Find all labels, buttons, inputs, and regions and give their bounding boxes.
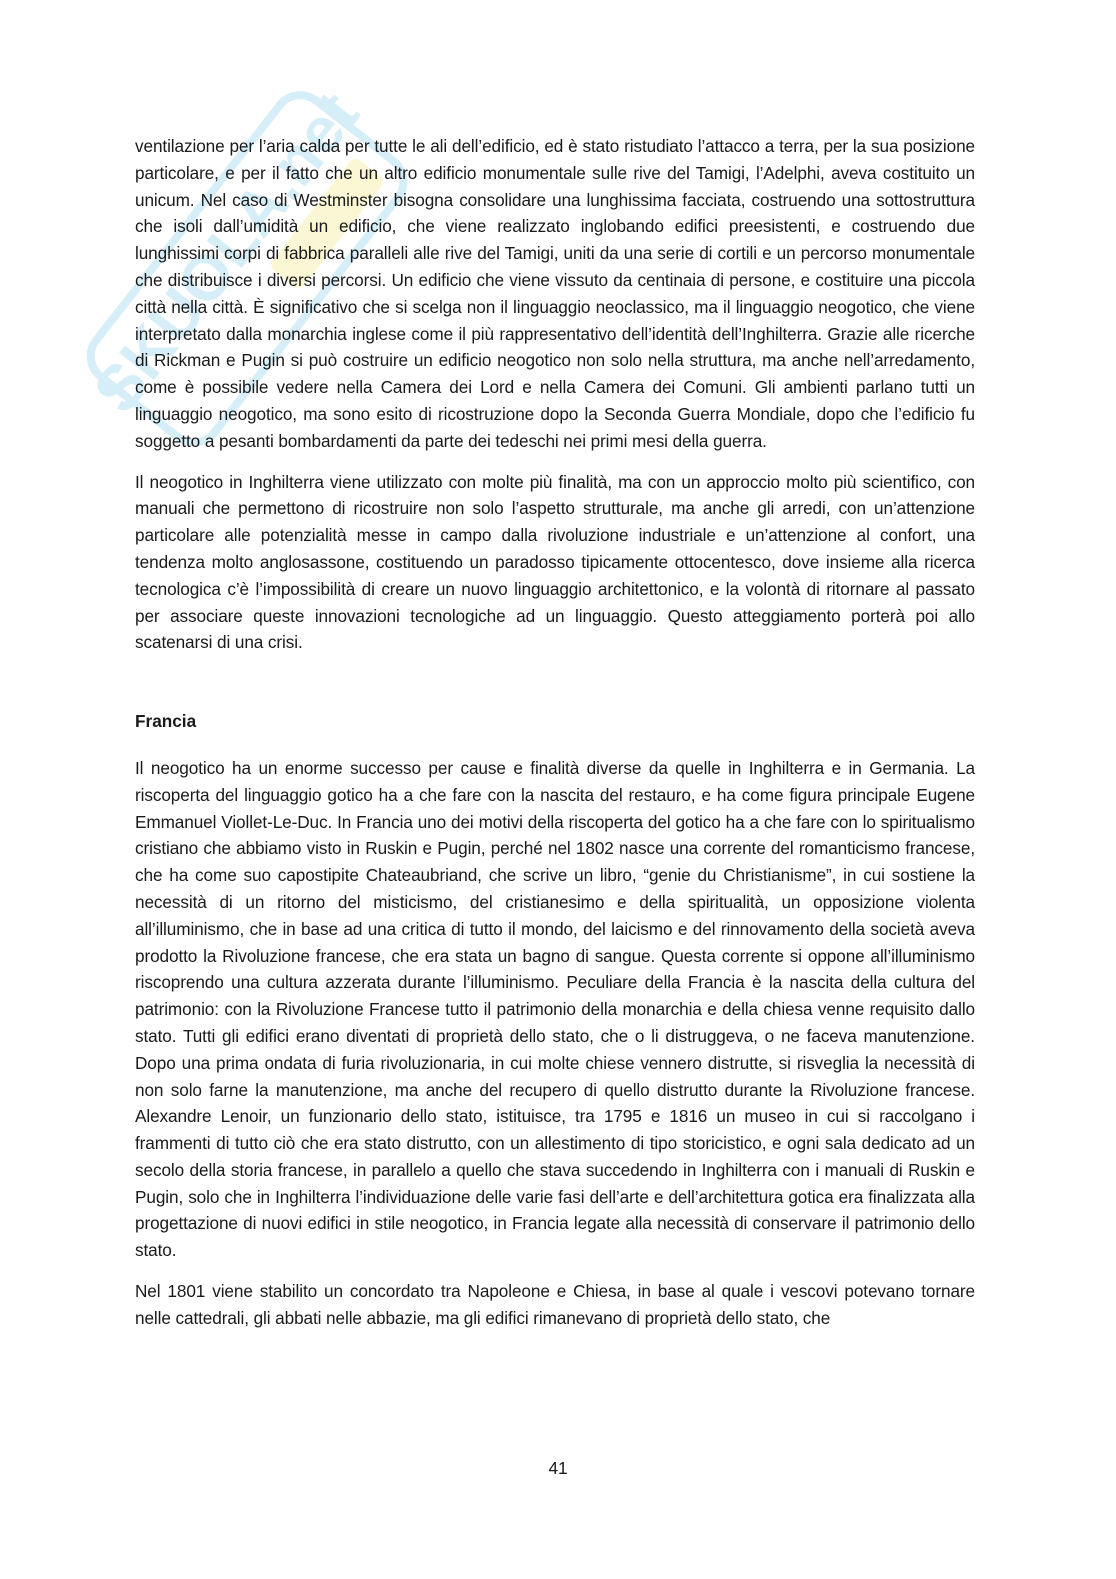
document-body [135, 133, 975, 1346]
body-paragraph: Nel 1801 viene stabilito un concordato tra Napoleone e Chiesa, in base al quale i vescovi potevano tornare nelle cattedrali, gli abbati nelle abbazie, ma gli edifici rimanevano di proprietà dello stato, che [135, 1281, 975, 1328]
body-paragraph: Il neogotico ha un enorme successo per cause e finalità diverse da quelle in Inghilterra e in Germania. La riscoperta del linguaggio gotico ha a che fare con la nascita del restauro, e ha come figura principale Eugene Emmanuel Viollet-Le-Duc. In Francia uno dei motivi della riscoperta del gotico ha a che fare con lo spiritualismo cristiano che abbiamo visto in Ruskin e Pugin, perché nel 1802 nasce una corrente del romanticismo francese, che ha come suo capostipite Chateaubriand, che scrive un libro, “genie du Christianisme”, in cui sostiene la necessità di un ritorno del misticismo, del cristianesimo e della spiritualità, un opposizione violenta all’illuminismo, che in base ad una critica di tutto il mondo, del laicismo e del rinnovamento della società aveva prodotto la Rivoluzione francese, che era stata un bagno di sangue. Questa corrente si oppone all’illuminismo riscoprendo una cultura azzerata durante l’illuminismo. Peculiare della Francia è la nascita della cultura del patrimonio: con la Rivoluzione Francese tutto il patrimonio della monarchia e della chiesa venne requisito dallo stato. Tutti gli edifici erano diventati di proprietà dello stato, che o li distruggeva, o ne faceva manutenzione. Dopo una prima ondata di furia rivoluzionaria, in cui molte chiese vennero distrutte, si risveglia la necessità di non solo farne la manutenzione, ma anche del recupero di quello distrutto durante la Rivoluzione francese. Alexandre Lenoir, un funzionario dello stato, istituisce, tra 1795 e 1816 un museo in cui si raccolgano i frammenti di tutto ciò che era stato distrutto, con un allestimento di tipo storicistico, e ogni sala dedicato ad un secolo della storia francese, in parallelo a quello che stava succedendo in Inghilterra con i manuali di Ruskin e Pugin, solo che in Inghilterra l’individuazione delle varie fasi dell’arte e dell’architettura gotica era finalizzata alla progettazione di nuovi edifici in stile neogotico, in Francia legate alla necessità di conservare il patrimonio dello stato. [135, 757, 975, 1261]
watermark-text: SKUOLA.net [79, 78, 373, 426]
body-paragraph: ventilazione per l’aria calda per tutte le ali dell’edificio, ed è stato ristudiato l’attacco a terra, per la sua posizione particolare, e per il fatto che un altro edificio monumentale sulle rive del Tamigi, l’Adelphi, aveva costituito un unicum. Nel caso di Westminster bisogna consolidare una lunghissima facciata, costruendo una sottostruttura che isoli dall’umidità un edificio, che viene realizzato inglobando edifici preesistenti, e costruendo due lunghissimi corpi di fabbrica paralleli alle rive del Tamigi, uniti da una serie di cortili e un percorso monumentale che distribuisce i diversi percorsi. Un edificio che viene vissuto da centinaia di persone, e costituire una piccola città nella città. È significativo che si scelga non il linguaggio neoclassico, ma il linguaggio neogotico, che viene interpretato dalla monarchia inglese come il più rappresentativo dell’identità dell’Inghilterra. Grazie alle ricerche di Rickman e Pugin si può costruire un edificio neogotico non solo nella struttura, ma anche nell’arredamento, come è possibile vedere nella Camera dei Lord e nella Camera dei Comuni. Gli ambienti parlano tutti un linguaggio neogotico, ma sono esito di ricostruzione dopo la Seconda Guerra Mondiale, dopo che l’edificio fu soggetto a pesanti bombardamenti da parte dei tedeschi nei primi mesi della guerra. [135, 136, 975, 451]
section-heading: Francia [135, 711, 197, 732]
page-number: 41 [548, 1458, 568, 1478]
body-paragraph: Il neogotico in Inghilterra viene utilizzato con molte più finalità, ma con un approccio molto più scientifico, con manuali che permettono di ricostruire non solo l’aspetto strutturale, ma anche gli arredi, con un’attenzione particolare alle potenzialità messe in campo dalla rivoluzione industriale e un’attenzione al confort, una tendenza molto anglosassone, costituendo un paradosso tipicamente ottocentesco, dove insieme alla ricerca tecnologica c’è l’impossibilità di creare un nuovo linguaggio architettonico, e la volontà di ritornare al passato per associare queste innovazioni tecnologiche ad un linguaggio. Questo atteggiamento porterà poi allo scatenarsi di una crisi. [135, 471, 975, 653]
